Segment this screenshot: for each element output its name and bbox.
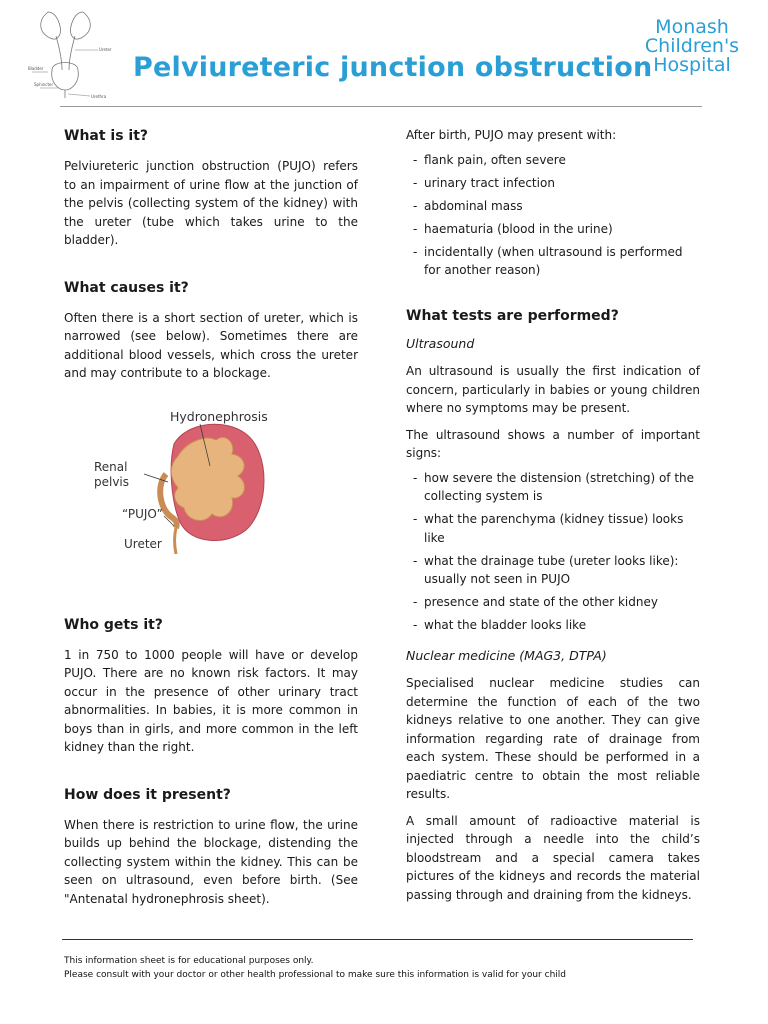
who-gets-it-text: 1 in 750 to 1000 people will have or develop PUJO. There are no known risk factors. It may occur in the presence of other urinary tract abnormalities. In babies, it is more common in boys than in girls, and more common in the left kidney than the right. bbox=[64, 647, 358, 754]
label-hydronephrosis: Hydronephrosis bbox=[170, 409, 268, 424]
urinary-tract-thumbnail bbox=[28, 10, 128, 98]
footer-disclaimer-1: This information sheet is for educational purposes only. bbox=[64, 956, 314, 966]
what-causes-heading: What causes it? bbox=[64, 279, 189, 296]
how-present-heading: How does it present? bbox=[64, 786, 231, 803]
hospital-logo bbox=[636, 18, 748, 75]
logo-line-1: Monash bbox=[655, 16, 729, 38]
label-pelvis: pelvis bbox=[94, 475, 130, 489]
list-item: - what the drainage tube (ureter looks like): usually not seen in PUJO bbox=[406, 552, 700, 589]
list-item: - abdominal mass bbox=[406, 197, 700, 216]
ultrasound-subheading: Ultrasound bbox=[406, 335, 475, 351]
list-item: - how severe the distension (stretching) of the collecting system is bbox=[406, 469, 700, 506]
after-birth-text: After birth, PUJO may present with: bbox=[406, 128, 617, 142]
list-item: - incidentally (when ultrasound is performed for another reason) bbox=[406, 243, 700, 280]
ultrasound-text-1: An ultrasound is usually the first indication of concern, particularly in babies or young children where no symptoms may be present. bbox=[406, 364, 700, 415]
how-present-text: When there is restriction to urine flow, the urine builds up behind the blockage, distending the collecting system within the kidney. This can be seen on ultrasound, even before birth. (See "Antenatal hydronephrosis sheet). bbox=[64, 817, 358, 906]
label-renal: Renal bbox=[94, 460, 128, 474]
after-birth-list bbox=[406, 151, 700, 280]
what-causes-text: Often there is a short section of ureter, which is narrowed (see below). Sometimes there are additional blood vessels, which cross the ureter and may contribute to a blockage. bbox=[64, 310, 358, 380]
what-is-it-heading: What is it? bbox=[64, 128, 149, 144]
logo-line-3: Hospital bbox=[653, 54, 731, 76]
footer-disclaimer-2: Please consult with your doctor or other health professional to make sure this information is valid for your child bbox=[64, 970, 566, 980]
right-column bbox=[406, 126, 700, 904]
label-pujo: “PUJO” bbox=[122, 507, 163, 521]
nuclear-medicine-text-1: Specialised nuclear medicine studies can determine the function of each of the two kidneys relative to one another. They can give information regarding rate of drainage from each system. These should be performed in a paediatric centre to obtain the most reliable results. bbox=[406, 676, 700, 801]
header-divider bbox=[60, 106, 702, 107]
tests-heading: What tests are performed? bbox=[406, 307, 619, 324]
logo-line-2: Children's bbox=[644, 35, 740, 57]
nuclear-medicine-text-2: A small amount of radioactive material is injected through a needle into the child’s bloodstream and a special camera takes pictures of the kidneys and records the material passing through and draining from the kidneys. bbox=[406, 813, 700, 902]
who-gets-it-heading: Who gets it? bbox=[64, 616, 163, 633]
label-urethra: Urethra bbox=[91, 94, 107, 98]
footer-divider bbox=[62, 939, 693, 940]
footer bbox=[64, 954, 566, 982]
list-item: - what the bladder looks like bbox=[406, 616, 700, 635]
what-is-it-text: Pelviureteric junction obstruction (PUJO) refers to an impairment of urine flow at the junction of the pelvis (collecting system of the kidney) with the ureter (tube which takes urine to the bladder). bbox=[64, 159, 358, 247]
list-item: - presence and state of the other kidney bbox=[406, 593, 700, 612]
label-ureter: Ureter bbox=[124, 537, 162, 551]
left-kidney-sketch bbox=[41, 12, 61, 39]
page-title: Pelviureteric junction obstruction bbox=[133, 52, 653, 83]
nuclear-medicine-subheading: Nuclear medicine (MAG3, DTPA) bbox=[406, 647, 607, 663]
right-kidney-sketch bbox=[70, 12, 90, 39]
ultrasound-text-2: The ultrasound shows a number of important signs: bbox=[406, 427, 700, 460]
pujo-kidney-diagram bbox=[86, 404, 366, 556]
list-item: - urinary tract infection bbox=[406, 174, 700, 193]
label-ureter: Ureter bbox=[99, 47, 112, 52]
bladder-sketch bbox=[52, 63, 79, 91]
list-item: - flank pain, often severe bbox=[406, 151, 700, 170]
ureter-shape bbox=[175, 528, 177, 554]
ultrasound-signs-list bbox=[406, 469, 700, 635]
list-item: - what the parenchyma (kidney tissue) looks like bbox=[406, 510, 700, 547]
list-item: - haematuria (blood in the urine) bbox=[406, 220, 700, 239]
label-bladder: Bladder bbox=[28, 66, 44, 71]
left-ureter-sketch bbox=[56, 36, 62, 70]
label-sphincter: Sphincter bbox=[34, 82, 54, 87]
